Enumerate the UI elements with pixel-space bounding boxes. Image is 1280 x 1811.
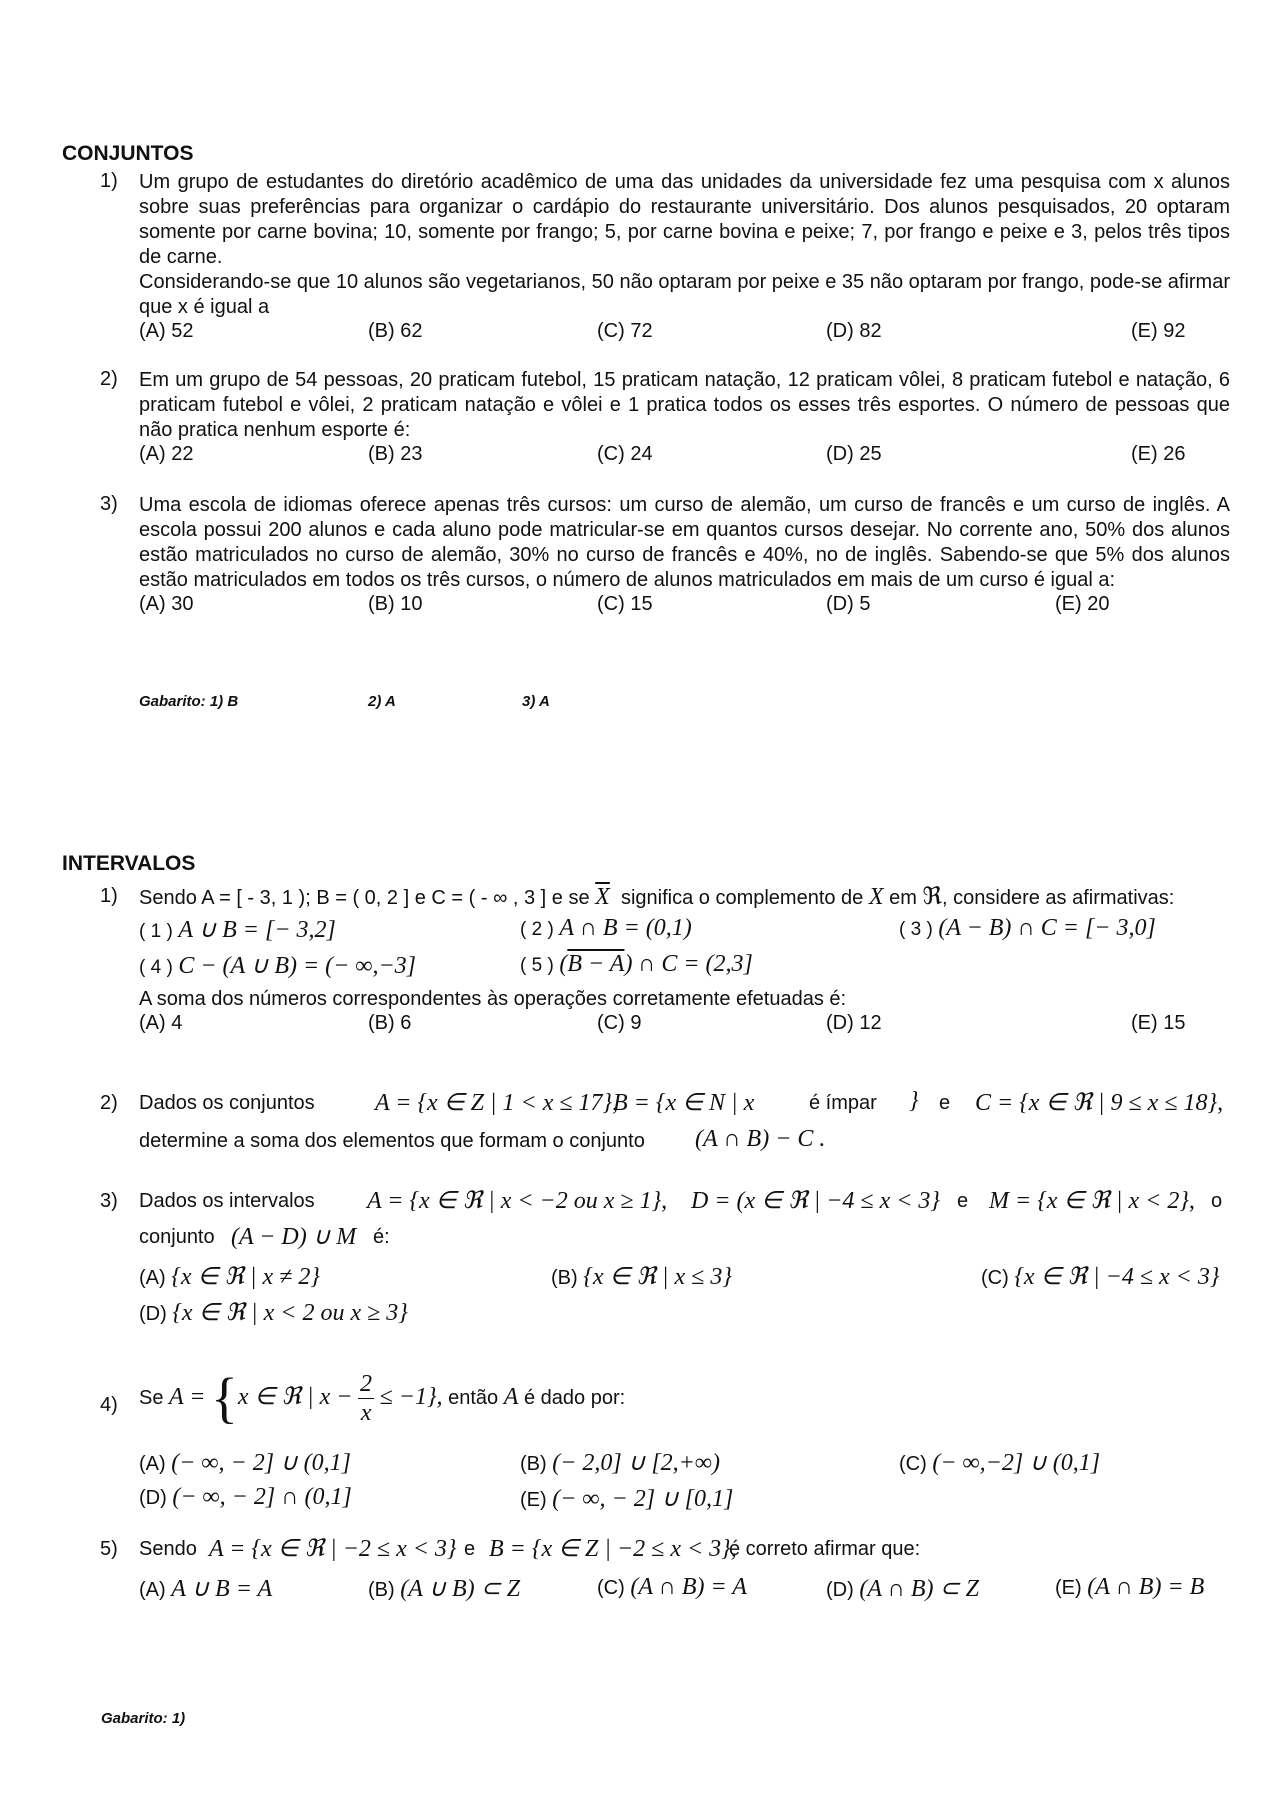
conjunction: e <box>957 1190 969 1212</box>
target-expression: (A − D) ∪ M <box>231 1224 357 1250</box>
option-b-expr: (A ∪ B) ⊂ Z <box>400 1576 521 1602</box>
option-label: (E) <box>1055 1577 1082 1599</box>
answer-options <box>139 1574 1230 1610</box>
intervalos-question-3 <box>100 1190 1230 1334</box>
conjunction: e <box>939 1092 951 1114</box>
answer-options <box>139 320 1230 345</box>
question-number: 3) <box>100 1190 118 1212</box>
option-label: (B) <box>520 1453 547 1475</box>
question-number: 4) <box>100 1394 118 1416</box>
section-title-conjuntos: CONJUNTOS <box>62 142 194 165</box>
set-a-rhs: ≤ −1}, <box>379 1383 443 1410</box>
intro-text: significa o complemento de <box>620 887 864 909</box>
fraction-numerator: 2 <box>360 1371 373 1397</box>
answer-options <box>139 1012 1230 1037</box>
statement-expr: (A − B) ∩ C = [− 3,0] <box>938 915 1156 941</box>
set-a: A = {x ∈ ℜ | x < −2 ou x ≥ 1}, <box>367 1188 668 1214</box>
option-c: (C) 15 <box>597 593 653 615</box>
question-text: é correto afirmar que: <box>729 1538 921 1560</box>
set-b: B = {x ∈ N | x <box>613 1090 755 1116</box>
option-label: (A) <box>139 1579 166 1601</box>
statement-expr: C − (A ∪ B) = (− ∞,−3] <box>178 953 417 979</box>
section-title-intervalos: INTERVALOS <box>62 852 196 875</box>
option-e: (E) 92 <box>1131 320 1186 342</box>
reals-symbol: ℜ <box>922 884 943 910</box>
set-c: C = {x ∈ ℜ | 9 ≤ x ≤ 18}, <box>975 1090 1224 1116</box>
conjuntos-question-1 <box>100 170 1230 345</box>
option-b-expr: (− 2,0] ∪ [2,+∞) <box>552 1450 720 1476</box>
question-line-1 <box>139 1538 1230 1574</box>
set-m: M = {x ∈ ℜ | x < 2}, <box>989 1188 1195 1214</box>
intro-text: , considere as afirmativas: <box>942 887 1175 909</box>
question-line-2 <box>139 1126 1230 1166</box>
question-line-2 <box>139 1226 1230 1262</box>
option-label: (C) <box>597 1577 625 1599</box>
option-label: (D) <box>139 1303 167 1325</box>
open-brace: { <box>211 1367 238 1430</box>
statement-label: ( 2 ) <box>520 919 554 940</box>
question-line-1 <box>139 1190 1230 1226</box>
option-label: (B) <box>551 1267 578 1289</box>
gabarito-intervalos: Gabarito: 1) <box>101 1710 186 1727</box>
option-label: (E) <box>520 1489 547 1511</box>
fraction-denominator: x <box>360 1400 372 1426</box>
lead-text: Dados os intervalos <box>139 1190 315 1212</box>
answer-options <box>139 593 1230 618</box>
answer-options <box>139 443 1230 468</box>
statement-label: ( 3 ) <box>899 919 933 940</box>
article: o <box>1211 1190 1223 1212</box>
option-label: (D) <box>826 1579 854 1601</box>
conjuntos-question-3 <box>100 493 1230 618</box>
option-label: (C) <box>981 1267 1009 1289</box>
set-a-body: x ∈ ℜ | x − <box>237 1383 353 1410</box>
set-b-condition: é ímpar <box>809 1092 877 1114</box>
options-row-1 <box>139 1448 1230 1484</box>
set-d: D = (x ∈ ℜ | −4 ≤ x < 3} <box>691 1188 941 1214</box>
question-text: Uma escola de idiomas oferece apenas três cursos: um curso de alemão, um curso de francês e um curso de inglês. A escola possui 200 alunos e cada aluno pode matricular-se em quantos cursos desejar. No corrente ano, 50% dos alunos estão matriculados no curso de alemão, 30% no curso de francês e 40%, no de inglês. Sabendo-se que 5% dos alunos estão matriculados em todos os três cursos, o número de alunos matriculados em mais de um curso é igual a: <box>139 494 1230 591</box>
question-text: Em um grupo de 54 pessoas, 20 praticam futebol, 15 praticam natação, 12 praticam vôlei, 8 praticam futebol e natação, 6 praticam futebol e vôlei, 2 praticam natação e vôlei e 1 pratica todos os esses três esportes. O número de pessoas que não pratica nenhum esporte é: <box>139 369 1230 441</box>
option-b: (B) 62 <box>368 320 423 342</box>
gabarito-3: 3) A <box>522 693 550 710</box>
set-a: A = {x ∈ Z | 1 < x ≤ 17}, <box>375 1090 619 1116</box>
gabarito-2: 2) A <box>368 693 396 710</box>
option-e: (E) 15 <box>1131 1012 1186 1034</box>
option-a: (A) 30 <box>139 593 194 615</box>
option-e-expr: (− ∞, − 2] ∪ [0,1] <box>552 1486 734 1512</box>
options-row-1 <box>139 1262 1230 1298</box>
statement-expr: A ∪ B = [− 3,2] <box>178 917 336 943</box>
question-text-continued: Considerando-se que 10 alunos são vegetarianos, 50 não optaram por peixe e 35 não optaram por frango, pode-se afirmar que x é igual a <box>139 271 1230 318</box>
option-a-expr: {x ∈ ℜ | x ≠ 2} <box>171 1264 320 1290</box>
option-c: (C) 9 <box>597 1012 642 1034</box>
question-text: é dado por: <box>523 1386 626 1409</box>
question-number: 2) <box>100 1092 118 1114</box>
set-a: A = {x ∈ ℜ | −2 ≤ x < 3} <box>209 1536 457 1562</box>
option-c-expr: (A ∩ B) = A <box>630 1574 747 1600</box>
option-d: (D) 12 <box>826 1012 882 1034</box>
fraction <box>358 1370 374 1427</box>
gabarito-1: Gabarito: 1) B <box>139 693 239 710</box>
intro-text: Sendo A = [ - 3, 1 ); B = ( 0, 2 ] e C = ( - ∞ , 3 ] e se <box>139 887 590 909</box>
lead-text: Sendo <box>139 1538 197 1560</box>
option-d-expr: (− ∞, − 2] ∩ (0,1] <box>172 1484 352 1510</box>
option-label: (C) <box>899 1453 927 1475</box>
target-expression: (A ∩ B) − C . <box>695 1126 826 1152</box>
intervalos-question-4 <box>100 1367 1230 1520</box>
lead-text: Se <box>139 1386 164 1409</box>
statement-expr-complement: B − A <box>567 951 625 977</box>
options-row-2 <box>139 1484 1230 1520</box>
set-b: B = {x ∈ Z | −2 ≤ x < 3}, <box>489 1536 737 1562</box>
question-text: conjunto <box>139 1226 215 1248</box>
option-e-expr: (A ∩ B) = B <box>1087 1574 1205 1600</box>
option-a: (A) 52 <box>139 320 194 342</box>
statement-expr: A ∩ B = (0,1) <box>559 915 692 941</box>
option-b: (B) 23 <box>368 443 423 465</box>
option-b-expr: {x ∈ ℜ | x ≤ 3} <box>583 1264 732 1290</box>
option-a-expr: A ∪ B = A <box>171 1576 273 1602</box>
question-text: é: <box>373 1226 390 1248</box>
option-d: (D) 25 <box>826 443 882 465</box>
set-symbol: X <box>868 884 884 910</box>
options-row-2 <box>139 1298 1230 1334</box>
question-number: 1) <box>100 170 118 192</box>
complement-symbol: $\overline{X}$ <box>595 884 610 910</box>
set-a-lhs: A = <box>169 1383 206 1410</box>
intervalos-question-1 <box>100 885 1230 1037</box>
option-e: (E) 20 <box>1055 593 1110 615</box>
statements-row-2: ( 4 ) C − (A ∪ B) = (− ∞,−3] ( 5 ) (B − A) ∩ C = (2,3] <box>139 951 753 979</box>
option-c-expr: (− ∞,−2] ∪ (0,1] <box>932 1450 1101 1476</box>
question-text: A soma dos números correspondentes às operações corretamente efetuadas é: <box>139 988 847 1010</box>
option-a: (A) 22 <box>139 443 194 465</box>
question-line-1 <box>139 1088 1230 1130</box>
intervalos-question-5 <box>100 1538 1230 1610</box>
question-number: 5) <box>100 1538 118 1560</box>
question-text: Um grupo de estudantes do diretório acadêmico de uma das unidades da universidade fez uma pesquisa com x alunos sobre suas preferências para organizar o cardápio do restaurante universitário. Dos alunos pesquisados, 20 optaram somente por carne bovina; 10, somente por frango; 5, por carne bovina e peixe; 7, por frango e peixe e 3, pelos três tipos de carne. <box>139 171 1230 268</box>
question-intro <box>139 885 1230 911</box>
question-number: 3) <box>100 493 118 515</box>
question-number: 1) <box>100 885 118 907</box>
option-c: (C) 24 <box>597 443 653 465</box>
question-number: 2) <box>100 368 118 390</box>
set-symbol: A <box>503 1383 519 1410</box>
option-c-expr: {x ∈ ℜ | −4 ≤ x < 3} <box>1014 1264 1220 1290</box>
intervalos-question-2 <box>100 1088 1230 1166</box>
statement-label: ( 4 ) <box>139 957 173 978</box>
option-label: (A) <box>139 1453 166 1475</box>
option-b: (B) 10 <box>368 593 423 615</box>
option-a-expr: (− ∞, − 2] ∪ (0,1] <box>171 1450 351 1476</box>
option-b: (B) 6 <box>368 1012 412 1034</box>
option-d-expr: {x ∈ ℜ | x < 2 ou x ≥ 3} <box>172 1300 408 1326</box>
conjunction: e <box>464 1538 476 1560</box>
option-label: (B) <box>368 1579 395 1601</box>
set-b-close: } <box>909 1088 919 1114</box>
intro-text: em <box>889 887 917 909</box>
conjuntos-question-2 <box>100 368 1230 468</box>
option-d: (D) 82 <box>826 320 882 342</box>
question-line-1 <box>139 1367 1230 1436</box>
option-c: (C) 72 <box>597 320 653 342</box>
statements-row-1 <box>139 915 1230 951</box>
option-label: (D) <box>139 1487 167 1509</box>
option-a: (A) 4 <box>139 1012 183 1034</box>
question-text: determine a soma dos elementos que formam o conjunto <box>139 1130 645 1152</box>
option-label: (A) <box>139 1267 166 1289</box>
statement-label: ( 5 ) <box>520 955 554 976</box>
lead-text: Dados os conjuntos <box>139 1092 315 1114</box>
option-e: (E) 26 <box>1131 443 1186 465</box>
option-d-expr: (A ∩ B) ⊂ Z <box>859 1576 979 1602</box>
statement-label: ( 1 ) <box>139 921 173 942</box>
statement-expr: ∩ C = (2,3] <box>638 951 753 977</box>
option-d: (D) 5 <box>826 593 871 615</box>
question-text: então <box>448 1386 499 1409</box>
